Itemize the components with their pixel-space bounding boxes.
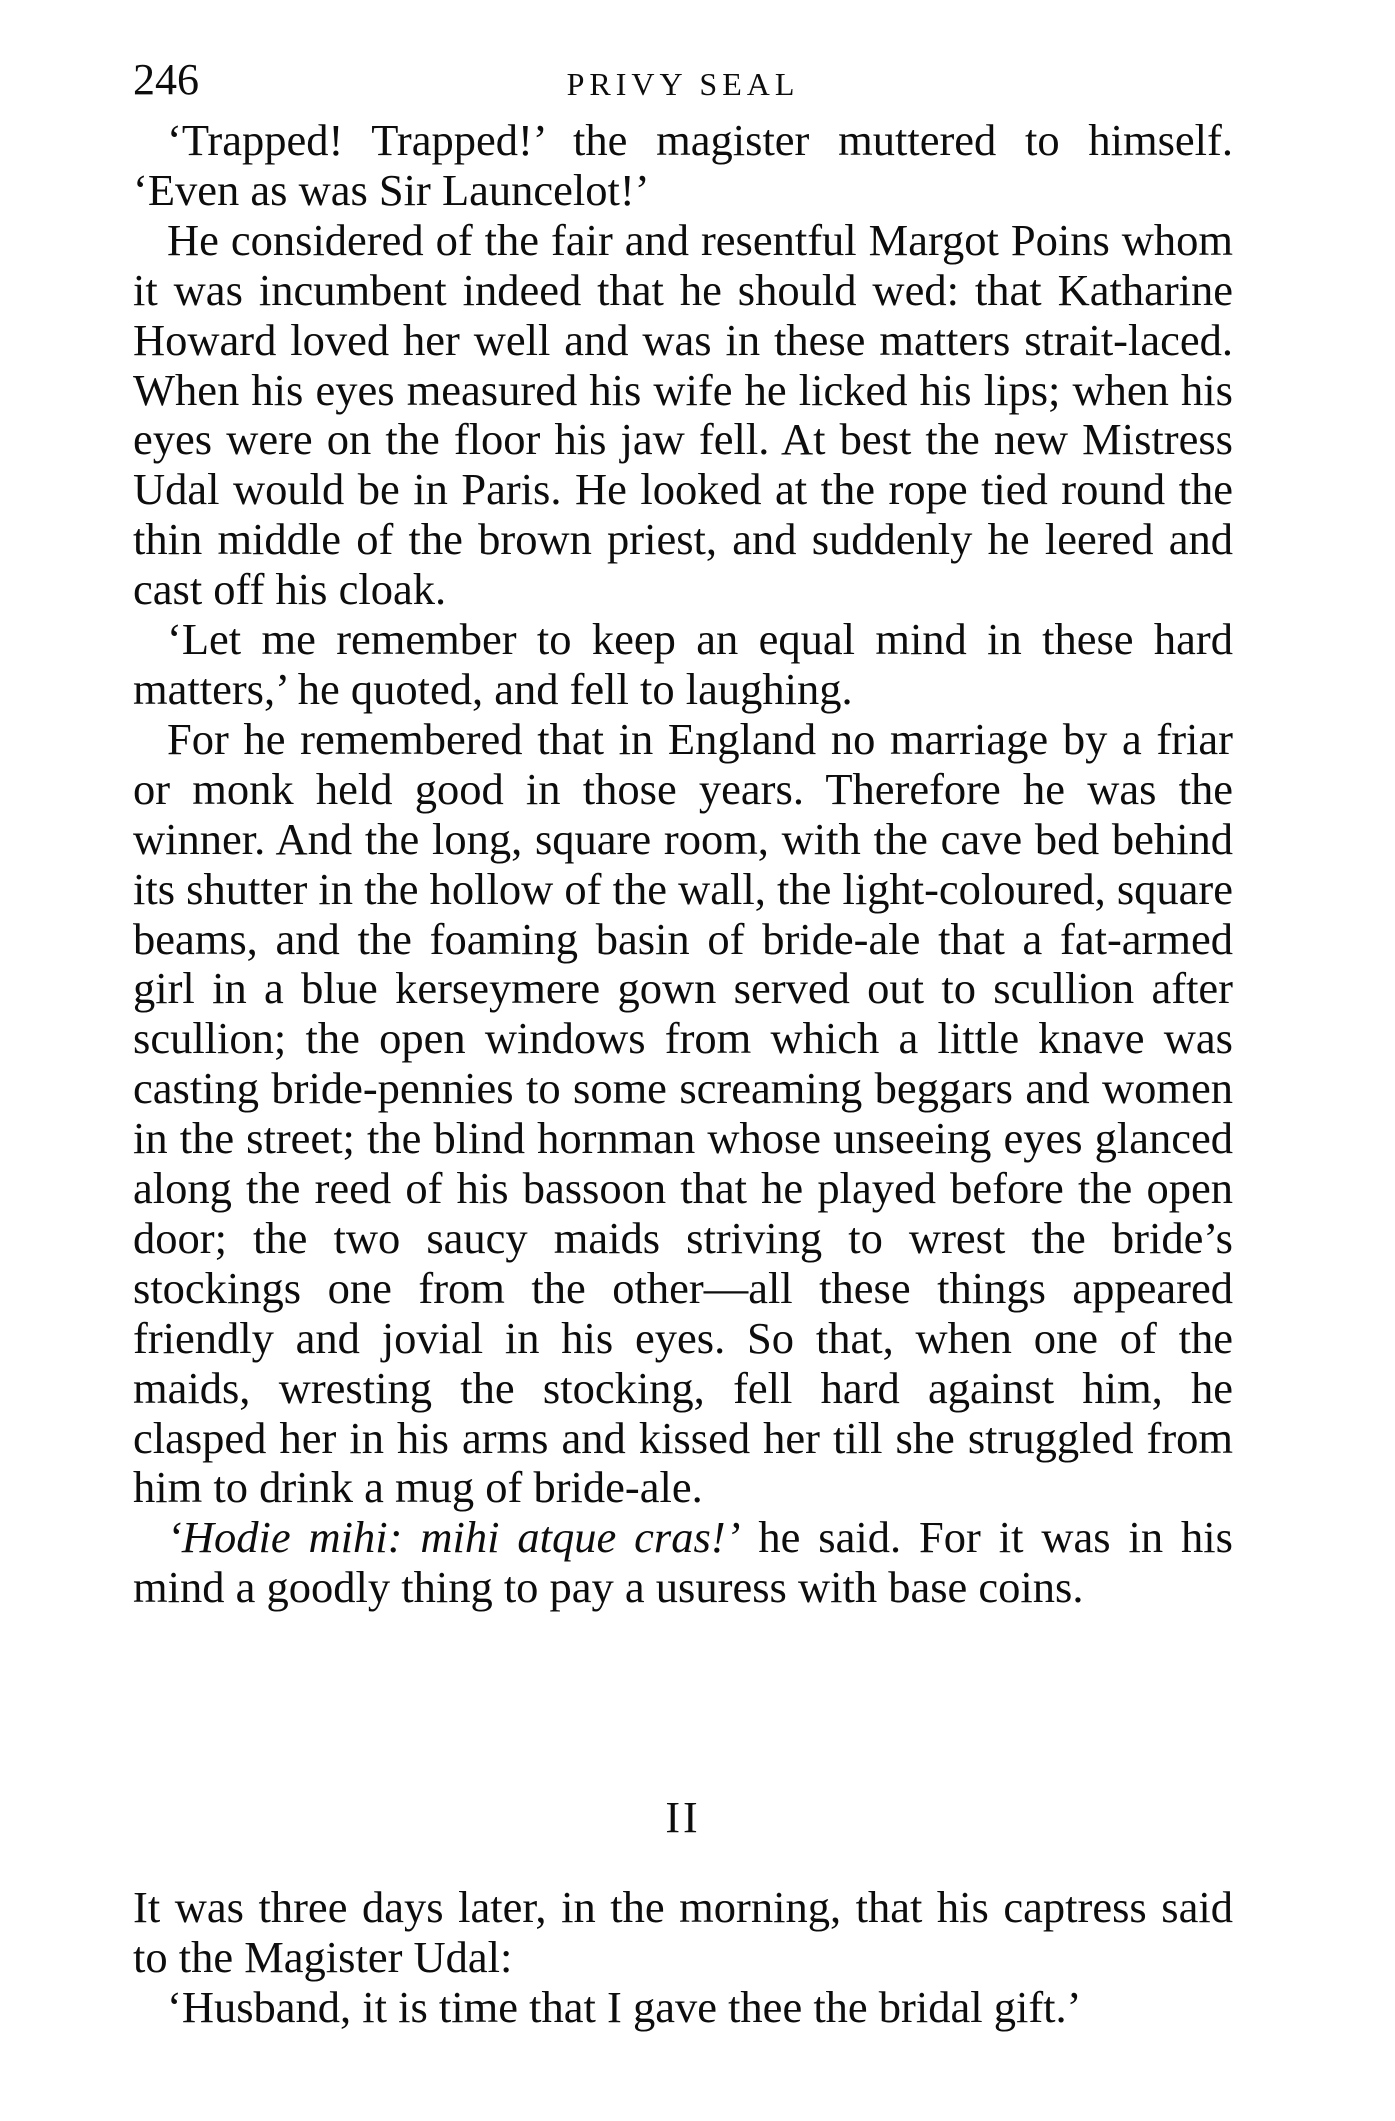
paragraph: ‘Husband, it is time that I gave thee the bridal gift.’ [167,1981,1082,2032]
running-head [133,50,1233,110]
running-title: PRIVY SEAL [566,66,800,102]
latin-quote: ‘Hodie mihi: mihi atque cras!’ [167,1512,741,1563]
paragraph: ‘Let me remember to keep an equal mind in these hard matters,’ he quoted, and fell to laughing. [133,614,1233,714]
paragraph: He considered of the fair and resentful Margot Poins whom it was incumbent indeed that he should wed: that Katharine Howard loved her well and was in these matters strait-laced. When his eyes measured his wife he licked his lips; when his eyes were on the floor his jaw fell. At best the new Mistress Udal would be in Paris. He looked at the rope tied round the thin middle of the brown priest, and suddenly he leered and cast off his cloak. [133,214,1233,615]
page-number: 246 [133,55,199,104]
paragraph-text: he said. For it was in his mind a goodly thing to pay a usuress with base coins. [133,1512,1233,1613]
paragraph [133,1513,1233,1613]
body-text [133,116,1233,1613]
paragraph: For he remembered that in England no marriage by a friar or monk held good in those years. Therefore he was the winner. And the long, square room, with the cave bed behind its shutter in the hollow of the wall, the light-coloured, square beams, and the foaming basin of bride-ale that a fat-armed girl in a blue kerseymere gown served out to scullion after scullion; the open windows from which a little knave was casting bride-pennies to some screaming beggars and women in the street; the blind hornman whose unseeing eyes glanced along the reed of his bassoon that he played before the open door; the two saucy maids striving to wrest the bride’s stockings one from the other—all these things appeared friendly and jovial in his eyes. So that, when one of the maids, wresting the stocking, fell hard against him, he clasped her in his arms and kissed her till she struggled from him to drink a mug of bride-ale. [133,713,1233,1513]
section-body-text [133,1883,1233,2033]
paragraph: ‘Trapped! Trapped!’ the magister muttered to himself. ‘Even as was Sir Launcelot!’ [133,115,1233,215]
paragraph: It was three days later, in the morning, that his captress said to the Magister Udal: [133,1882,1233,1982]
section-number: II [665,1793,701,1842]
